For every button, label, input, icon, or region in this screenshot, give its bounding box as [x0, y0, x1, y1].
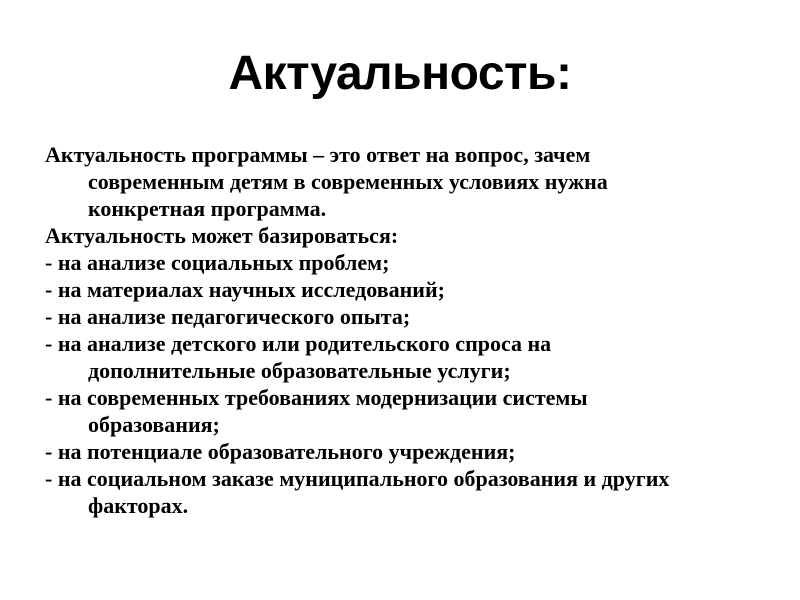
- body-line: современным детям в современных условиях нужна: [88, 169, 608, 194]
- body-line: Актуальность программы – это ответ на вопрос, зачем: [45, 142, 591, 167]
- body-line: факторах.: [88, 493, 189, 518]
- body-line: - на материалах научных исследований;: [45, 277, 445, 302]
- slide-title: Актуальность:: [228, 47, 572, 100]
- body-line: - на анализе педагогического опыта;: [45, 304, 411, 329]
- body-line: - на потенциале образовательного учреждения;: [45, 439, 516, 464]
- body-line: конкретная программа.: [88, 196, 327, 221]
- body-line: - на современных требованиях модернизации системы: [45, 385, 588, 410]
- body-line: - на анализе детского или родительского спроса на: [45, 331, 552, 356]
- slide-body-text: [45, 141, 770, 519]
- body-line: образования;: [88, 412, 220, 437]
- body-line: Актуальность может базироваться:: [45, 223, 399, 248]
- body-line: дополнительные образовательные услуги;: [88, 358, 511, 383]
- body-line: - на анализе социальных проблем;: [45, 250, 390, 275]
- body-line: - на социальном заказе муниципального образования и других: [45, 466, 670, 491]
